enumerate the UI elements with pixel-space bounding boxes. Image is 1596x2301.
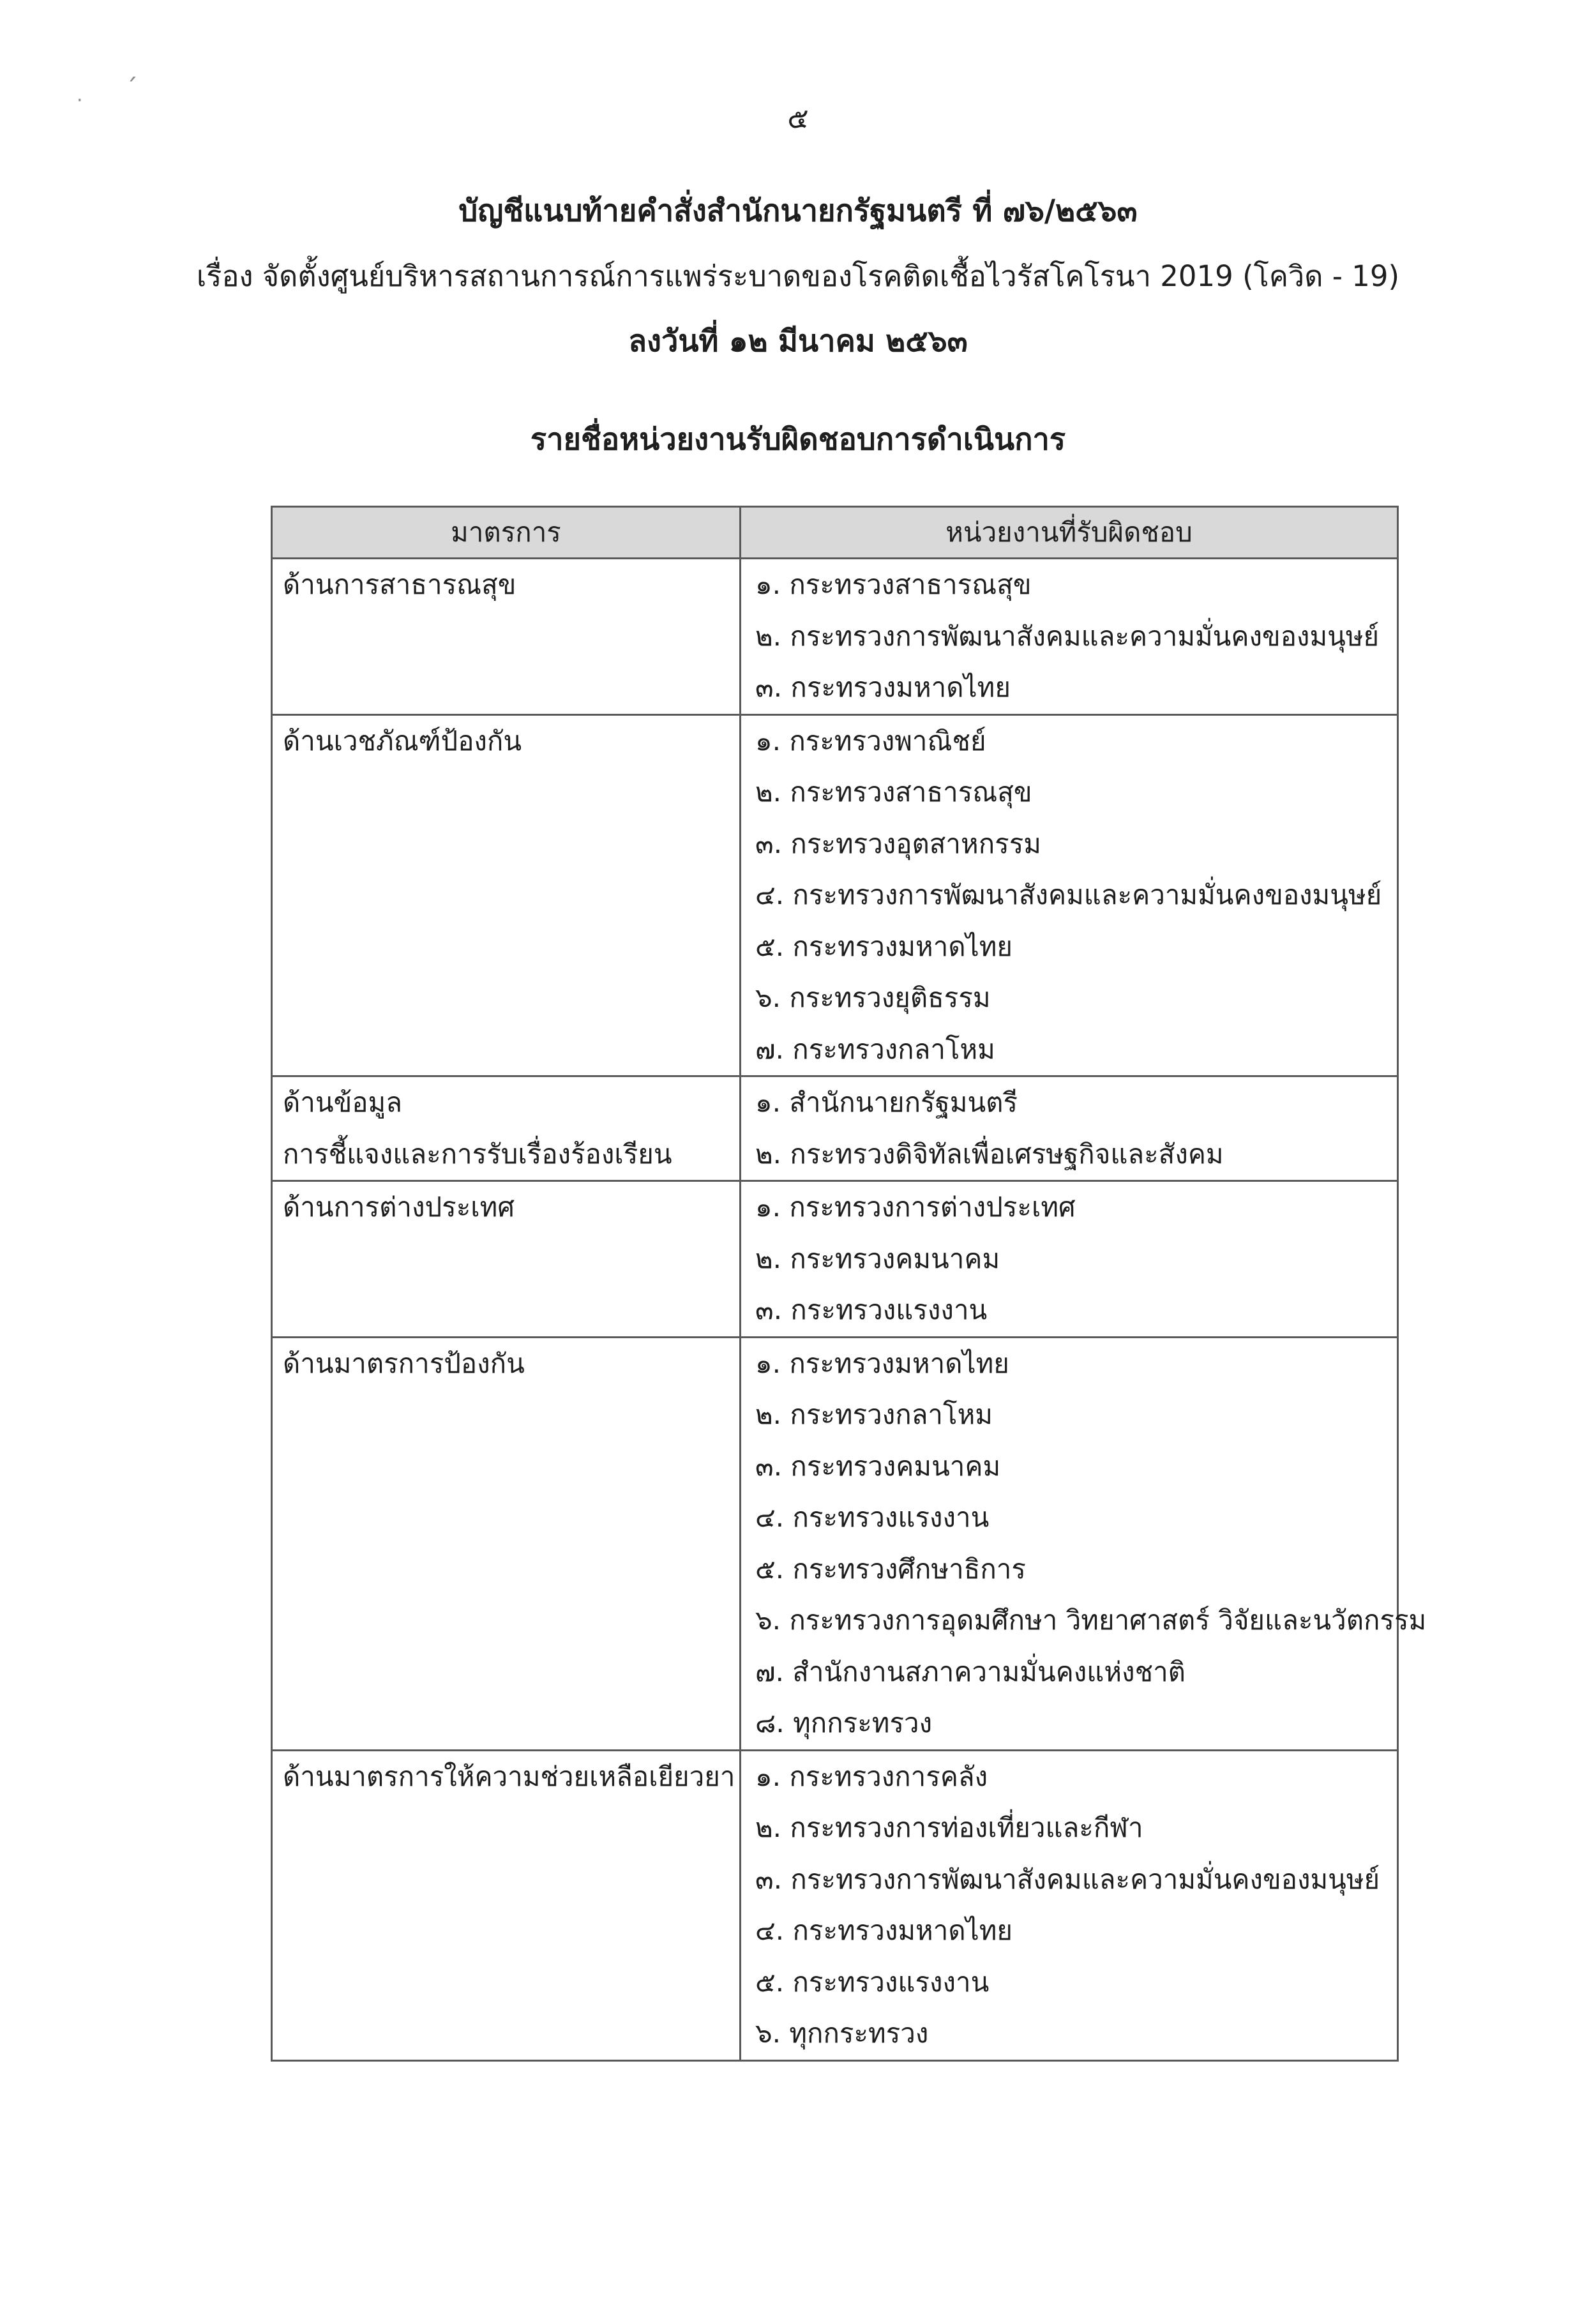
page-number: ๕	[787, 102, 809, 135]
order-subject: เรื่อง จัดตั้งศูนย์บริหารสถานการณ์การแพร่ระบาดของโรคติดเชื้อไวรัสโคโรนา 2019 (โควิด - 19)	[196, 259, 1400, 293]
measure-cell	[272, 1337, 741, 1750]
responsibility-table-container	[271, 506, 1427, 2062]
agency-item: ๑. กระทรวงการคลัง	[755, 1760, 988, 1792]
measure-label-continued: การชี้แจงและการรับเรื่องร้องเรียน	[283, 1138, 672, 1170]
column-header-agency: หน่วยงานที่รับผิดชอบ	[741, 507, 1398, 559]
agency-item: ๗. กระทรวงกลาโหม	[755, 1033, 995, 1065]
agency-item: ๕. กระทรวงแรงงาน	[755, 1966, 990, 1998]
agency-item: ๒. กระทรวงคมนาคม	[755, 1242, 1000, 1274]
agency-cell	[741, 1076, 1398, 1181]
measure-label: ด้านเวชภัณฑ์ป้องกัน	[283, 725, 522, 757]
order-title-text: บัญชีแนบท้ายคำสั่งสำนักนายกรัฐมนตรี ที่ ๗๖/๒๕๖๓	[458, 193, 1138, 229]
table-header-row	[272, 507, 1398, 559]
agency-item: ๓. กระทรวงอุตสาหกรรม	[755, 827, 1041, 859]
agency-cell	[741, 1181, 1398, 1338]
agency-item: ๒. กระทรวงดิจิทัลเพื่อเศรษฐกิจและสังคม	[755, 1138, 1224, 1170]
column-header-measure: มาตรการ	[272, 507, 741, 559]
agency-item: ๑. กระทรวงสาธารณสุข	[755, 569, 1032, 600]
agency-cell	[741, 1750, 1398, 2060]
agency-cell	[741, 559, 1398, 715]
agency-item: ๑. กระทรวงการต่างประเทศ	[755, 1191, 1076, 1223]
table-row	[272, 714, 1398, 1076]
scan-dot-mark: ·	[77, 89, 83, 112]
responsibility-table	[271, 506, 1427, 2062]
agency-item: ๖. กระทรวงยุติธรรม	[755, 982, 991, 1013]
measure-cell	[272, 1750, 741, 2060]
table-row	[272, 1181, 1398, 1338]
section-title: รายชื่อหน่วยงานรับผิดชอบการดำเนินการ	[530, 422, 1066, 457]
agency-cell	[741, 1337, 1427, 1750]
order-title	[0, 186, 1596, 234]
measure-cell	[272, 559, 741, 715]
agency-item: ๑. กระทรวงพาณิชย์	[755, 725, 986, 757]
agency-item: ๔. กระทรวงการพัฒนาสังคมและความมั่นคงของมนุษย์	[755, 879, 1382, 910]
agency-item: ๕. กระทรวงมหาดไทย	[755, 930, 1013, 962]
agency-item: ๒. กระทรวงการพัฒนาสังคมและความมั่นคงของมนุษย์	[755, 620, 1380, 652]
agency-item: ๓. กระทรวงมหาดไทย	[755, 672, 1011, 703]
measure-label: ด้านการต่างประเทศ	[283, 1191, 515, 1223]
agency-item: ๒. กระทรวงการท่องเที่ยวและกีฬา	[755, 1812, 1143, 1843]
table-row	[272, 559, 1398, 715]
measure-label: ด้านมาตรการให้ความช่วยเหลือเยียวยา	[283, 1760, 735, 1792]
measure-cell	[272, 714, 741, 1076]
agency-item: ๑. กระทรวงมหาดไทย	[755, 1347, 1009, 1379]
order-date: ลงวันที่ ๑๒ มีนาคม ๒๕๖๓	[628, 324, 968, 359]
agency-item: ๖. ทุกกระทรวง	[755, 2018, 929, 2049]
agency-item: ๓. กระทรวงแรงงาน	[755, 1294, 988, 1325]
measure-label: ด้านข้อมูล	[283, 1087, 402, 1118]
agency-item: ๒. กระทรวงกลาโหม	[755, 1399, 993, 1430]
measure-label: ด้านมาตรการป้องกัน	[283, 1347, 525, 1379]
agency-item: ๓. กระทรวงการพัฒนาสังคมและความมั่นคงของมนุษย์	[755, 1863, 1380, 1895]
table-row	[272, 1337, 1398, 1750]
agency-item: ๘. ทุกกระทรวง	[755, 1707, 933, 1739]
agency-item: ๗. สำนักงานสภาความมั่นคงแห่งชาติ	[755, 1656, 1186, 1687]
agency-item: ๔. กระทรวงแรงงาน	[755, 1502, 990, 1533]
agency-item: ๒. กระทรวงสาธารณสุข	[755, 776, 1032, 808]
agency-cell	[741, 714, 1398, 1076]
agency-item: ๓. กระทรวงคมนาคม	[755, 1450, 1001, 1482]
agency-item: ๑. สำนักนายกรัฐมนตรี	[755, 1087, 1018, 1118]
agency-item: ๕. กระทรวงศึกษาธิการ	[755, 1553, 1026, 1585]
table-row	[272, 1750, 1398, 2060]
table-row	[272, 1076, 1398, 1181]
measure-cell	[272, 1181, 741, 1338]
agency-item: ๔. กระทรวงมหาดไทย	[755, 1915, 1013, 1946]
agency-item: ๖. กระทรวงการอุดมศึกษา วิทยาศาสตร์ วิจัยและนวัตกรรม	[755, 1604, 1427, 1636]
measure-cell	[272, 1076, 741, 1181]
scan-speck-mark: ˏ	[125, 52, 138, 82]
measure-label: ด้านการสาธารณสุข	[283, 569, 516, 600]
